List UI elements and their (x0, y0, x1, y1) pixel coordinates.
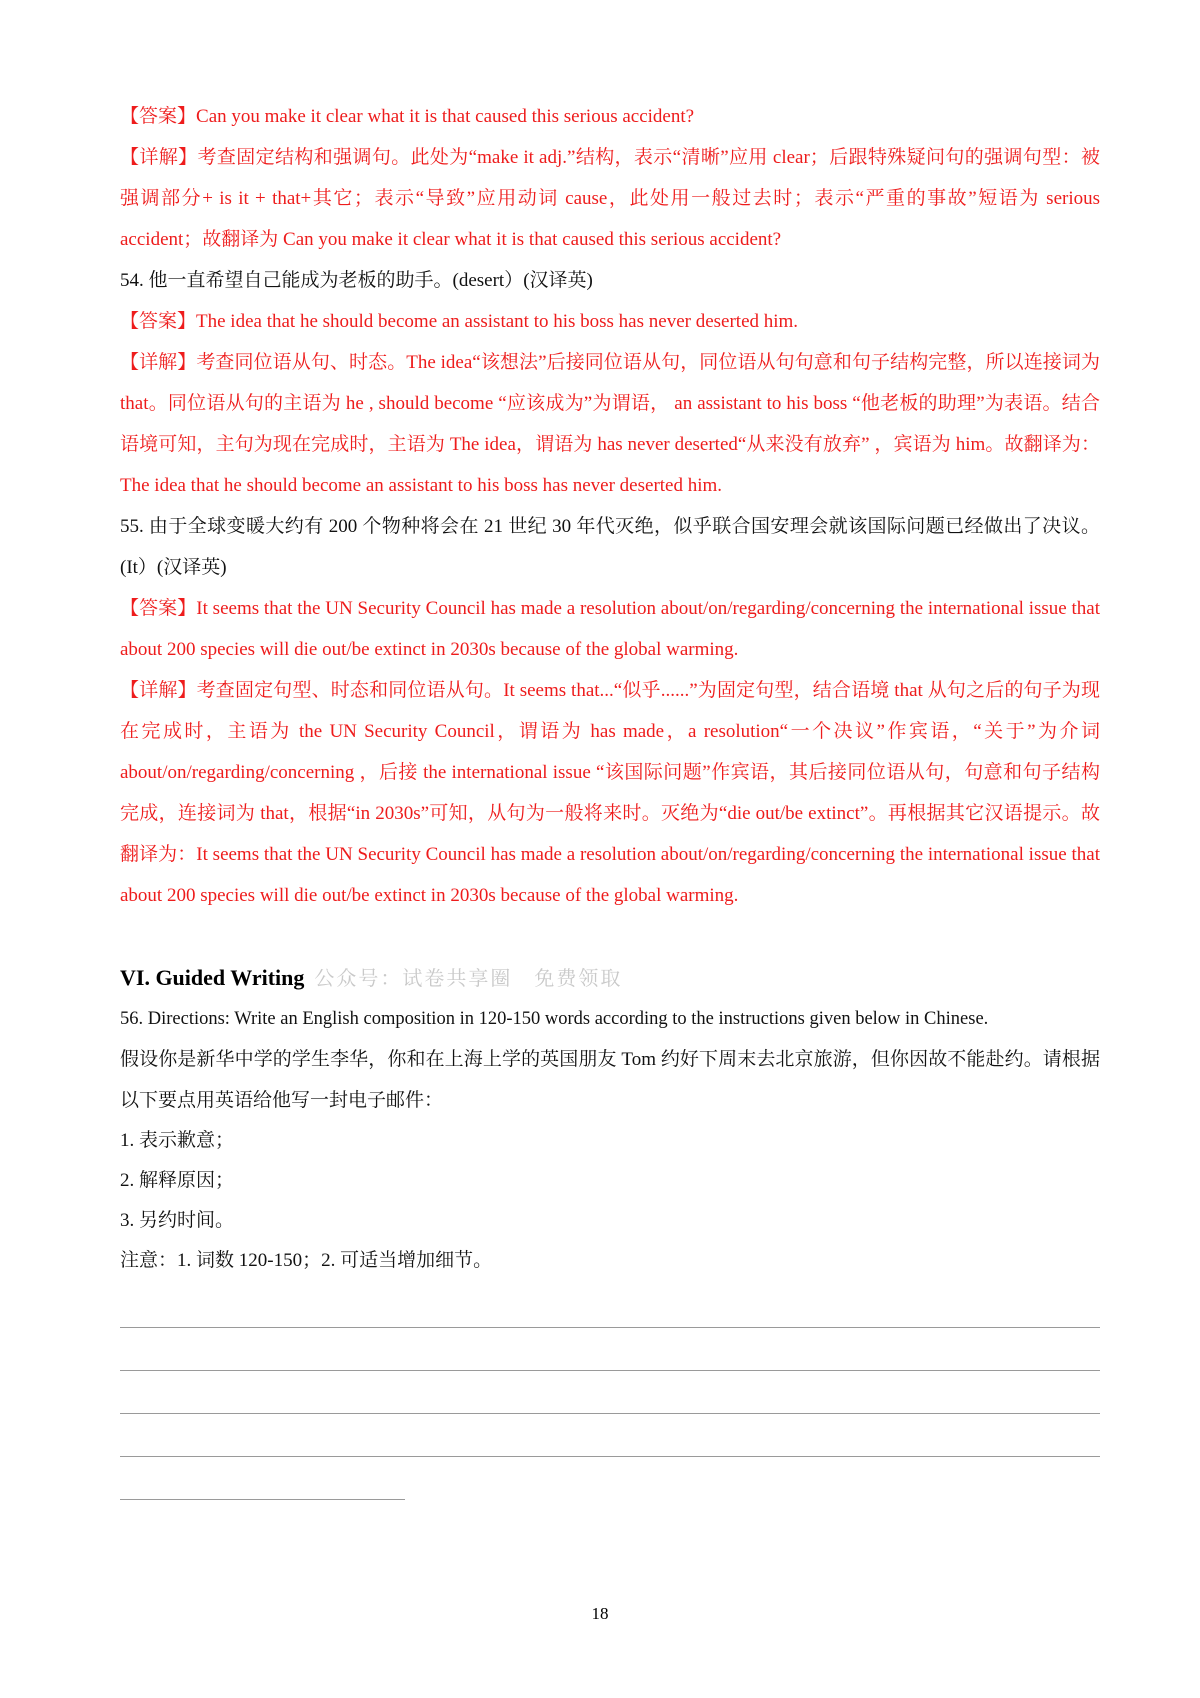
detail-55 (120, 670, 1100, 916)
detail-label: 【详解】 (120, 147, 198, 168)
detail-text: 考查固定结构和强调句。此处为“make it adj.”结构，表示“清晰”应用 clear；后跟特殊疑问句的强调句型：被强调部分+ is it + that+其它；表示“导致”应用动词 cause，此处用一般过去时；表示“严重的事故”短语为 serious accident；故翻译为 Can you make it clear what it is that caused this serious accident? (120, 147, 1100, 250)
answer-label: 【答案】 (120, 311, 197, 332)
writing-line[interactable] (120, 1414, 1100, 1457)
writing-line[interactable] (120, 1285, 1100, 1328)
answer-text: Can you make it clear what it is that caused this serious accident? (196, 106, 695, 127)
answer-53 (120, 96, 1100, 137)
section-heading: VI. Guided Writing (120, 965, 305, 990)
answer-text: The idea that he should become an assistant to his boss has never deserted him. (196, 311, 799, 332)
writing-point-2: 2. 解释原因； (120, 1170, 235, 1191)
question-54: 54. 他一直希望自己能成为老板的助手。(desert）(汉译英) (120, 270, 593, 291)
detail-text: 考查同位语从句、时态。The idea“该想法”后接同位语从句，同位语从句句意和句子结构完整，所以连接词为 that。同位语从句的主语为 he , should become “应该成为”为谓语， an assistant to his boss “他老板的助理”为表语。结合语境可知，主句为现在完成时，主语为 The idea，谓语为 has never deserted“从来没有放弃” ，宾语为 him。故翻译为：The idea that he should become an assistant to his boss has never deserted him. (120, 352, 1100, 496)
question-55: 55. 由于全球变暖大约有 200 个物种将会在 21 世纪 30 年代灭绝，似乎联合国安理会就该国际问题已经做出了决议。(It）(汉译英) (120, 516, 1100, 578)
writing-point-3: 3. 另约时间。 (120, 1210, 235, 1231)
writing-point-1: 1. 表示歉意； (120, 1130, 235, 1151)
section-title (120, 958, 1100, 999)
answer-label: 【答案】 (120, 106, 197, 127)
writing-line-short[interactable] (120, 1457, 405, 1500)
writing-note: 注意：1. 词数 120-150；2. 可适当增加细节。 (120, 1250, 493, 1271)
detail-54 (120, 342, 1100, 506)
detail-label: 【详解】 (120, 680, 197, 701)
detail-text: 考查固定句型、时态和同位语从句。It seems that...“似乎......”为固定句型，结合语境 that 从句之后的句子为现在完成时，主语为 the UN Security Council，谓语为 has made，a resolution“一个决议”作宾语，“关于”为介词 about/on/regarding/concerning ，后接 the international issue “该国际问题”作宾语，其后接同位语从句，句意和句子结构完成，连接词为 that，根据“in 2030s”可知，从句为一般将来时。灭绝为“die out/be extinct”。再根据其它汉语提示。故翻译为：It seems that the UN Security Council has made a resolution about/on/regarding/concerning the international issue that about 200 species will die out/be extinct in 2030s because of the global warming. (120, 680, 1100, 906)
detail-label: 【详解】 (120, 352, 197, 373)
writing-prompt: 假设你是新华中学的学生李华，你和在上海上学的英国朋友 Tom 约好下周末去北京旅游，但你因故不能赴约。请根据以下要点用英语给他写一封电子邮件： (120, 1049, 1100, 1111)
detail-53 (120, 137, 1100, 260)
writing-line[interactable] (120, 1371, 1100, 1414)
answer-label: 【答案】 (120, 598, 197, 619)
answer-55 (120, 588, 1100, 670)
page-content (120, 96, 1100, 1500)
page-number: 18 (591, 1604, 609, 1623)
watermark-text: 公众号：试卷共享圈 免费领取 (314, 968, 623, 990)
answer-lines (120, 1285, 1100, 1500)
answer-text: It seems that the UN Security Council has made a resolution about/on/regarding/concerning the international issue that about 200 species will die out/be extinct in 2030s because of the global warming. (120, 598, 1100, 660)
answer-54 (120, 301, 1100, 342)
writing-directions: 56. Directions: Write an English composition in 120-150 words according to the instructions given below in Chinese. (120, 1009, 989, 1029)
writing-line[interactable] (120, 1328, 1100, 1371)
